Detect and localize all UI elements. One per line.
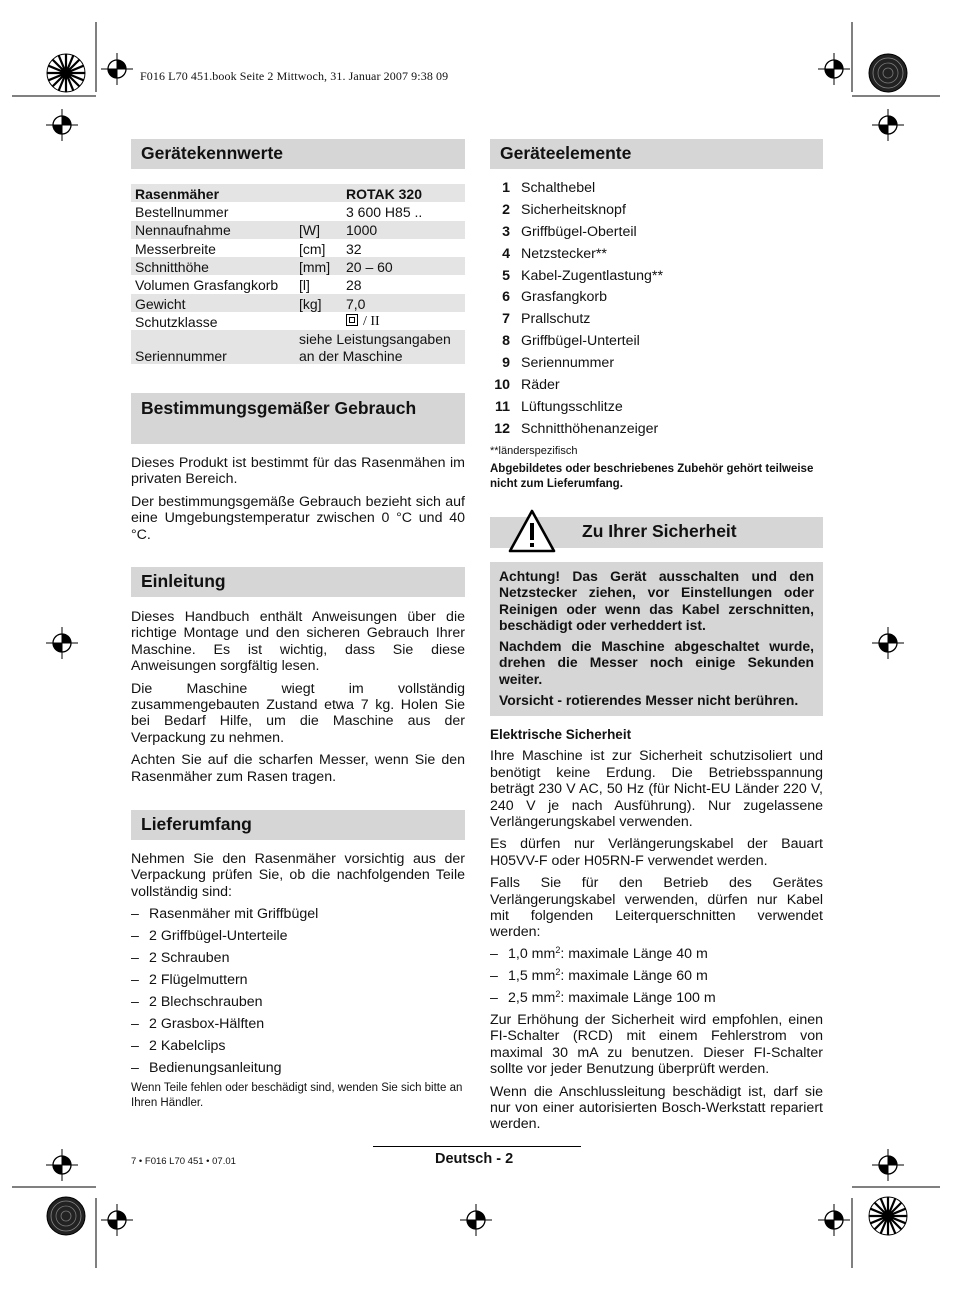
registration-mark-icon [818, 1204, 850, 1236]
cable-item [490, 946, 823, 968]
spec-unit: [l] [299, 277, 310, 294]
registration-mark-icon [46, 1149, 78, 1181]
warning-text: Nachdem die Maschine abgeschaltet wurde, drehen die Messer noch einige Sekunden weiter. [499, 638, 814, 687]
element-item [490, 224, 823, 246]
delivery-section [131, 851, 465, 1110]
list-item [131, 1060, 465, 1082]
cable-item [490, 990, 823, 1012]
cable-item [490, 968, 823, 990]
registration-mark-icon [46, 109, 78, 141]
element-number: 5 [502, 267, 510, 284]
cable-size: 1,5 mm [508, 967, 556, 984]
paragraph: Wenn die Anschlussleitung beschädigt ist, darf sie nur von einer autorisierten Bosch-Werkstatt repariert werden. [490, 1083, 823, 1133]
paragraph: Achten Sie auf die scharfen Messer, wenn Sie den Rasenmäher zum Rasen tragen. [131, 752, 465, 785]
element-item [490, 421, 823, 443]
spec-name: Schutzklasse [135, 314, 218, 331]
spec-value: 32 [346, 240, 362, 257]
spec-row [131, 312, 465, 330]
list-item [131, 906, 465, 928]
star-mark-icon [47, 54, 85, 92]
spec-row [131, 294, 465, 312]
spec-value: 28 [346, 277, 362, 294]
registration-mark-icon [101, 53, 133, 85]
element-label: Schalthebel [521, 180, 596, 196]
spec-row [131, 275, 465, 293]
paragraph: Es dürfen nur Verlängerungskabel der Bauart H05VV-F oder H05RN-F verwendet werden. [490, 836, 823, 869]
cable-size: 2,5 mm [508, 989, 556, 1006]
element-number: 1 [502, 180, 510, 196]
registration-mark-icon [460, 1204, 492, 1236]
list-item [131, 1038, 465, 1060]
spec-value: 3 600 H85 .. [346, 204, 423, 221]
spec-value: ROTAK 320 [342, 184, 465, 202]
spec-value: 7,0 [342, 294, 465, 312]
warning-box [490, 562, 823, 716]
spec-value [342, 312, 465, 330]
element-number: 12 [494, 420, 510, 437]
warning-text: Achtung! Das Gerät ausschalten und den Netzstecker ziehen, vor Einstellungen oder Reinigen oder wenn das Kabel zerschnitten, beschädigt oder verheddert ist. [499, 568, 814, 633]
dash: – [131, 1060, 139, 1077]
element-label: Netzstecker** [521, 245, 607, 262]
element-number: 8 [502, 333, 510, 350]
element-number: 9 [502, 355, 510, 372]
registration-mark-icon [818, 53, 850, 85]
warning-triangle-icon [507, 508, 557, 554]
spec-name: Schnitthöhe [131, 257, 295, 275]
element-number: 7 [502, 311, 510, 328]
element-item [490, 246, 823, 268]
delivery-list [131, 906, 465, 1082]
spec-name: Rasenmäher [131, 184, 295, 202]
spec-row [131, 257, 465, 275]
use-section [131, 455, 465, 543]
element-item [490, 399, 823, 421]
list-item [131, 950, 465, 972]
list-item-text: 2 Schrauben [149, 950, 230, 967]
section-heading-use: Bestimmungsgemäßer Gebrauch [131, 393, 465, 444]
spec-name: Gewicht [131, 294, 295, 312]
file-header: F016 L70 451.book Seite 2 Mittwoch, 31. Januar 2007 9:38 09 [140, 69, 449, 83]
spec-unit: [cm] [299, 240, 326, 257]
element-label: Grasfangkorb [521, 289, 607, 306]
cable-size-exponent: 2 [555, 988, 561, 999]
element-label: Kabel-Zugentlastung** [521, 267, 663, 284]
registration-mark-icon [872, 1149, 904, 1181]
element-number: 11 [495, 398, 510, 415]
section-heading-delivery: Lieferumfang [131, 810, 465, 840]
spec-row [131, 202, 465, 220]
list-item-text: 2 Flügelmuttern [149, 972, 248, 989]
intro-section [131, 609, 465, 785]
specs-table [131, 184, 465, 364]
paragraph: Nehmen Sie den Rasenmäher vorsichtig aus der Verpackung prüfen Sie, ob die nachfolgenden Teile vollständig sind: [131, 851, 465, 900]
list-item-text: 2 Blechschrauben [149, 994, 263, 1011]
spec-row [131, 184, 465, 202]
paragraph: Die Maschine wiegt im vollständig zusammengebauten Zustand etwa 7 kg. Holen Sie bei Bedarf Hilfe, um die Maschine aus der Verpackung zu nehmen. [131, 680, 465, 746]
section-heading-specs: Gerätekennwerte [131, 139, 465, 169]
subheading-electrical: Elektrische Sicherheit [490, 727, 632, 742]
elements-list [490, 180, 823, 443]
spec-unit: [W] [295, 221, 342, 239]
element-item [490, 333, 823, 355]
dash: – [490, 967, 498, 984]
registration-mark-icon [872, 109, 904, 141]
registration-mark-icon [46, 627, 78, 659]
paragraph: Der bestimmungsgemäße Gebrauch bezieht sich auf eine Umgebungstemperatur zwischen 0 °C und 40 °C. [131, 493, 465, 543]
list-item-text: Bedienungsanleitung [149, 1060, 282, 1077]
dash: – [490, 945, 498, 962]
cable-length: : maximale Länge 100 m [560, 989, 716, 1006]
spec-value-text: / II [363, 314, 380, 330]
list-item [131, 1016, 465, 1038]
spec-unit [295, 202, 342, 220]
cable-length: : maximale Länge 60 m [560, 967, 708, 984]
delivery-note: Wenn Teile fehlen oder beschädigt sind, wenden Sie sich bitte an Ihren Händler. [131, 1082, 463, 1109]
section-heading-intro: Einleitung [131, 567, 465, 597]
spec-name: Messerbreite [135, 240, 216, 257]
element-item [490, 355, 823, 377]
spec-name: Seriennummer [131, 330, 295, 364]
element-item [490, 311, 823, 333]
list-item [131, 972, 465, 994]
list-item-text: 2 Griffbügel-Unterteile [149, 928, 288, 945]
dash: – [131, 1038, 139, 1055]
element-label: Sicherheitsknopf [521, 201, 626, 218]
dash: – [490, 989, 498, 1006]
star-mark-icon [869, 1197, 907, 1235]
dash: – [131, 950, 139, 967]
list-item-text: Rasenmäher mit Griffbügel [149, 906, 319, 923]
registration-mark-icon [101, 1204, 133, 1236]
cable-size-exponent: 2 [555, 944, 561, 955]
spec-unit [295, 184, 342, 202]
spec-row [131, 221, 465, 239]
paragraph: Ihre Maschine ist zur Sicherheit schutzisoliert und benötigt keine Erdung. Die Betriebsspannung beträgt 230 V AC, 50 Hz (für Nicht-EU Länder 220 V, 240 V je nach Ausführung). Nur zugelassene Verlängerungskabel verwenden. [490, 748, 823, 831]
element-label: Griffbügel-Unterteil [521, 333, 640, 350]
spec-unit: [mm] [295, 257, 342, 275]
cable-size-exponent: 2 [555, 966, 561, 977]
list-item [131, 928, 465, 950]
element-label: Griffbügel-Oberteil [521, 223, 637, 240]
registration-mark-icon [872, 627, 904, 659]
cable-length: : maximale Länge 40 m [560, 945, 708, 962]
paragraph: Zur Erhöhung der Sicherheit wird empfohlen, einen FI-Schalter (RCD) mit einem Fehlerstrom von maximal 30 mA zu benutzen. Dieser FI-Schalter sollte vor jeder Benutzung überprüft werden. [490, 1011, 823, 1078]
element-number: 10 [494, 377, 510, 394]
elements-section [490, 180, 823, 492]
dash: – [131, 928, 139, 945]
element-item [490, 289, 823, 311]
cable-list [490, 946, 823, 1012]
spec-unit: [kg] [295, 294, 342, 312]
list-item-text: 2 Grasbox-Hälften [149, 1016, 265, 1033]
spec-unit [295, 312, 342, 330]
accessory-note: Abgebildetes oder beschriebenes Zubehör gehört teilweise nicht zum Lieferumfang. [490, 463, 814, 491]
list-item [131, 994, 465, 1016]
element-item [490, 202, 823, 224]
element-number: 4 [502, 245, 510, 262]
element-label: Seriennummer [521, 355, 615, 372]
dash: – [131, 1016, 139, 1033]
spec-name: Bestellnummer [135, 204, 229, 221]
dash: – [131, 906, 139, 923]
paragraph: Dieses Handbuch enthält Anweisungen über die richtige Montage und den sicheren Gebrauch Ihrer Maschine. Es ist wichtig, dass Sie diese Anweisungen sorgfältig lesen. [131, 609, 465, 675]
footnote: **länderspezifisch [490, 444, 578, 457]
spec-name: Volumen Grasfangkorb [135, 277, 279, 294]
electrical-section [490, 727, 823, 1133]
dash: – [131, 994, 139, 1011]
element-number: 6 [502, 289, 510, 306]
double-insulation-icon [346, 314, 358, 326]
spec-value: 1000 [342, 221, 465, 239]
list-item-text: 2 Kabelclips [149, 1038, 226, 1055]
spec-name: Nennaufnahme [131, 221, 295, 239]
safety-heading-text: Zu Ihrer Sicherheit [582, 521, 737, 541]
element-item [490, 180, 823, 202]
element-label: Lüftungsschlitze [521, 398, 623, 415]
element-number: 3 [502, 223, 510, 240]
spec-row [131, 330, 465, 364]
spec-row [131, 239, 465, 257]
section-heading-elements: Geräteelemente [490, 139, 823, 169]
element-label: Räder [521, 377, 560, 394]
spec-value: siehe Leistungsangaben an der Maschine [295, 330, 465, 364]
paragraph: Dieses Produkt ist bestimmt für das Rasenmähen im privaten Bereich. [131, 455, 465, 488]
element-item [490, 268, 823, 290]
element-label: Prallschutz [521, 311, 591, 328]
spec-value: 20 – 60 [342, 257, 465, 275]
footer-rule [373, 1146, 581, 1147]
dash: – [131, 972, 139, 989]
element-label: Schnitthöhenanzeiger [521, 420, 659, 437]
cable-size: 1,0 mm [508, 945, 556, 962]
element-number: 2 [502, 201, 510, 218]
page-number: Deutsch - 2 [435, 1151, 514, 1167]
footer-code: 7 • F016 L70 451 • 07.01 [131, 1156, 236, 1167]
element-item [490, 377, 823, 399]
warning-text: Vorsicht - rotierendes Messer nicht berühren. [499, 692, 799, 709]
paragraph: Falls Sie für den Betrieb des Gerätes Verlängerungskabel verwenden, dürfen nur Kabel mit folgenden Leiterquerschnitten verwendet werden: [490, 875, 823, 941]
star-mark-icon [47, 1197, 85, 1235]
star-mark-icon [869, 54, 907, 92]
